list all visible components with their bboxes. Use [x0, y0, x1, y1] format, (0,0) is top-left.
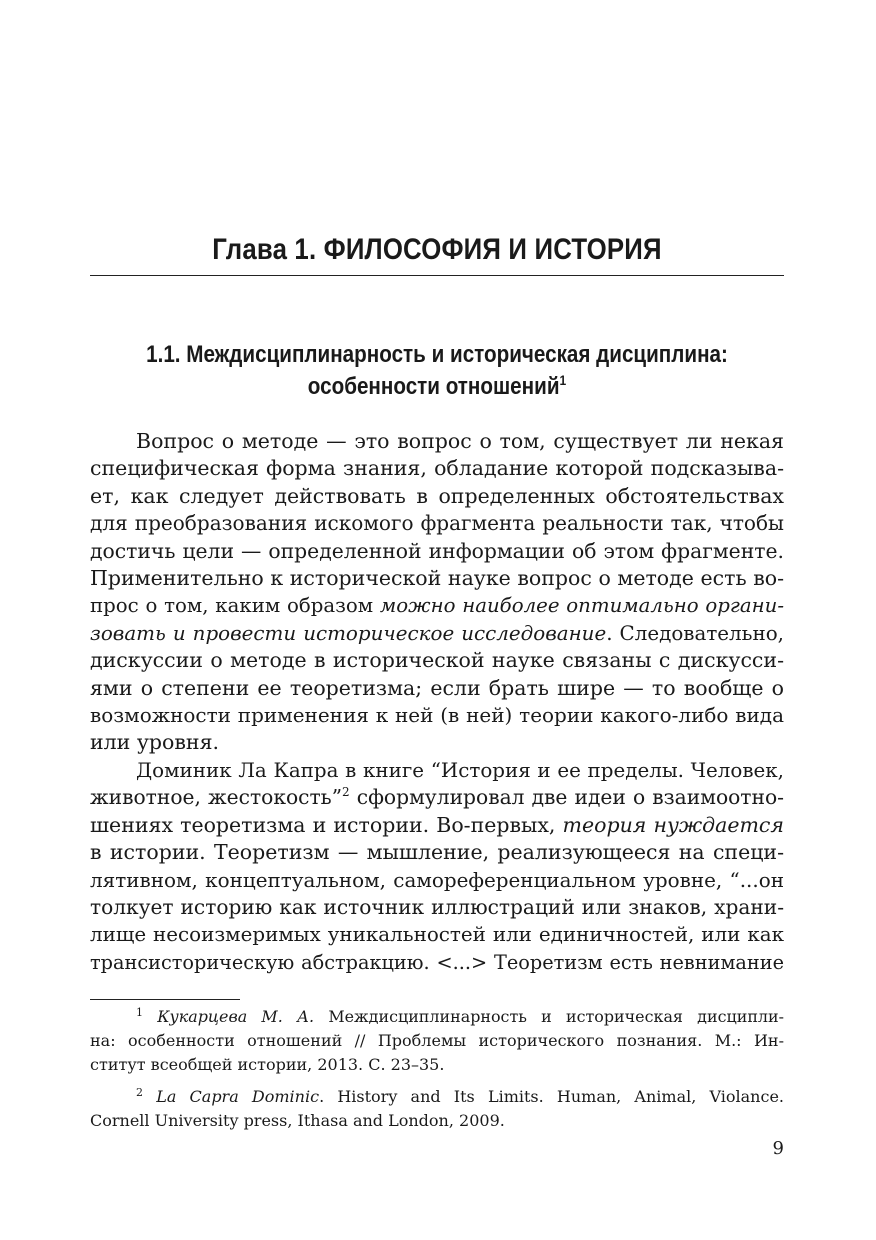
text-line: лище несоизмеримых уникальностей или единичностей, или как	[90, 923, 784, 947]
text-line: лятивном, концептуальном, самореференциальном уровне, “...он	[90, 868, 784, 892]
footnote-number: 2	[136, 1086, 143, 1099]
text-line: дискуссии о методе в исторической науке связаны с дискусси-	[90, 648, 784, 673]
footnote-ref-2[interactable]: 2	[342, 785, 350, 800]
footnote-number: 1	[136, 1006, 143, 1019]
section-title	[90, 339, 784, 403]
body-text	[90, 428, 784, 976]
text-line: достичь цели — определенной информации об этом фрагменте.	[90, 538, 784, 563]
text-line: в истории. Теоретизм — мышление, реализующееся на специ-	[90, 840, 784, 865]
text-line	[90, 620, 784, 647]
paragraph-1	[90, 428, 784, 757]
footnote-ref-1[interactable]: 1	[559, 372, 567, 388]
text-run: шениях теоретизма и истории. Во-первых,	[90, 812, 563, 837]
text-line: толкует историю как источник иллюстраций или знаков, храни-	[90, 894, 784, 919]
text-line: трансисторическую абстракцию. <...> Теоретизм есть невнимание	[90, 950, 784, 974]
emphasis: зовать и провести историческое исследование	[90, 621, 607, 645]
text-line: Применительно к исторической науке вопрос о методе есть во-	[90, 566, 784, 591]
text-line: или уровня.	[90, 730, 220, 755]
footnote-divider	[90, 999, 240, 1000]
footnote-line	[90, 1005, 784, 1029]
paragraph-2	[90, 757, 784, 976]
footnote-line	[90, 1085, 784, 1109]
emphasis: можно наиболее оптимально органи-	[379, 594, 784, 618]
footnote-line: ститут всеобщей истории, 2013. С. 23–35.	[90, 1055, 445, 1074]
text-line: Вопрос о методе — это вопрос о том, существует ли некая	[136, 429, 784, 453]
text-line: Доминик Ла Капра в книге “История и ее пределы. Человек,	[136, 758, 784, 782]
section-title-line-2	[139, 371, 736, 403]
chapter-divider	[90, 275, 784, 276]
text-line	[90, 784, 784, 811]
emphasis: теория нуждается	[562, 812, 784, 837]
text-line: для преобразования искомого фрагмента реальности так, чтобы	[90, 511, 784, 536]
text-run: сформулировал две идеи о взаимоотно-	[349, 785, 785, 810]
footnote-1	[90, 1005, 784, 1077]
text-line	[90, 592, 784, 619]
text-line: возможности применения к ней (в ней) теории какого-либо вида	[90, 703, 784, 728]
text-line: ет, как следует действовать в определенных обстоятельствах	[90, 483, 784, 508]
footnotes	[90, 1005, 784, 1133]
text-run: прос о том, каким образом	[90, 594, 380, 618]
page-number: 9	[772, 1138, 784, 1159]
text-run: животное, жестокость”	[90, 785, 343, 810]
section-title-text: особенности отношений	[307, 373, 560, 400]
text-line	[90, 812, 784, 839]
footnote-2	[90, 1085, 784, 1133]
text-run: . History and Its Limits. Human, Animal, Violance.	[319, 1087, 784, 1106]
footnote-line: на: особенности отношений // Проблемы исторического познания. М.: Ин-	[90, 1031, 784, 1050]
footnote-gap	[90, 1077, 784, 1085]
text-line: специфическая форма знания, обладание которой подсказыва-	[90, 456, 784, 481]
footnote-author: Кукарцева М. А.	[157, 1007, 315, 1026]
text-line: ями о степени ее теоретизма; если брать шире — то вообще о	[90, 675, 784, 700]
chapter-title: Глава 1. ФИЛОСОФИЯ И ИСТОРИЯ	[212, 233, 662, 266]
text-run: . Следовательно,	[606, 621, 784, 645]
footnote-author: La Capra Dominic	[156, 1087, 320, 1106]
section-title-line-1: 1.1. Междисциплинарность и историческая дисциплина:	[146, 341, 728, 368]
footnote-line: Cornell University press, Ithasa and London, 2009.	[90, 1111, 505, 1130]
text-run: Междисциплинарность и историческая дисципли-	[314, 1007, 785, 1026]
